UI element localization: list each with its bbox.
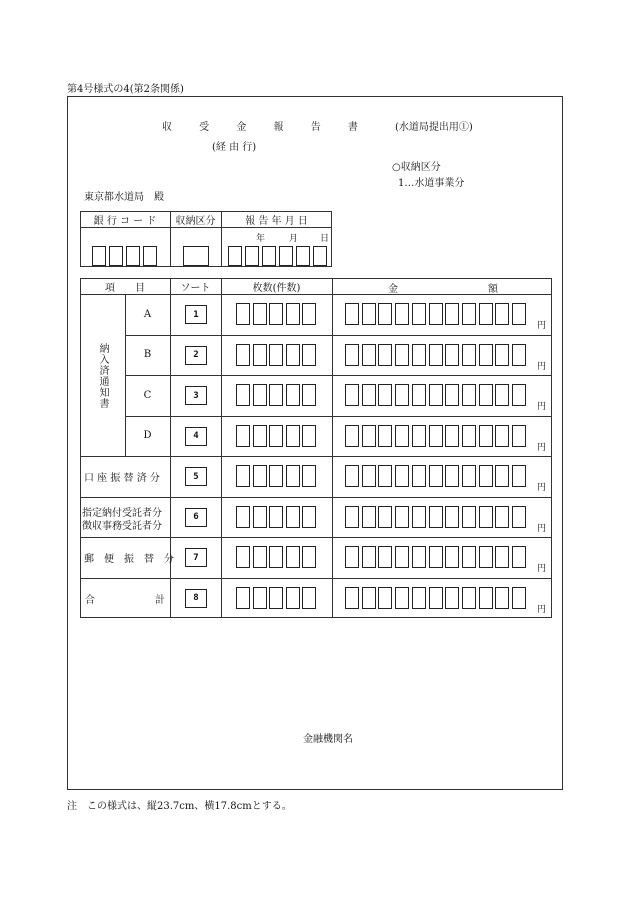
amount-digit-box[interactable] — [362, 303, 376, 325]
amount-digit-box[interactable] — [429, 303, 443, 325]
count-digit-box[interactable] — [236, 425, 250, 447]
bank-code-digit-box[interactable] — [143, 246, 157, 266]
amount-digit-box[interactable] — [395, 506, 409, 528]
amount-digit-box[interactable] — [429, 587, 443, 609]
amount-digit-box[interactable] — [362, 587, 376, 609]
count-digit-box[interactable] — [269, 425, 283, 447]
amount-digit-box[interactable] — [412, 344, 426, 366]
count-digit-box[interactable] — [236, 465, 250, 487]
count-digit-box[interactable] — [269, 465, 283, 487]
count-digit-box[interactable] — [253, 425, 267, 447]
amount-digit-box[interactable] — [479, 465, 493, 487]
count-digit-box[interactable] — [236, 303, 250, 325]
count-digit-box[interactable] — [236, 546, 250, 568]
category-value: 1…水道事業分 — [398, 178, 465, 189]
amount-digit-box[interactable] — [412, 384, 426, 406]
count-digit-box[interactable] — [302, 546, 316, 568]
amount-digit-box[interactable] — [378, 546, 392, 568]
yen-unit: 円 — [537, 321, 547, 331]
amount-digit-box[interactable] — [429, 384, 443, 406]
report-date-digit-box[interactable] — [228, 246, 242, 266]
amount-digit-box[interactable] — [445, 506, 459, 528]
count-digit-box[interactable] — [253, 506, 267, 528]
amount-digit-box[interactable] — [395, 344, 409, 366]
sort-box: 6 — [185, 508, 207, 527]
bank-code-header: 銀 行 コ ー ド — [93, 215, 157, 227]
sort-box: 7 — [185, 548, 207, 567]
form-subtitle: (経 由 行) — [212, 142, 257, 153]
amount-digit-box[interactable] — [378, 344, 392, 366]
report-date-digit-box[interactable] — [279, 246, 293, 266]
report-date-digit-box[interactable] — [262, 246, 276, 266]
category-digit-box[interactable] — [183, 246, 209, 266]
amount-digit-box[interactable] — [412, 546, 426, 568]
row-label: 指定納付受託者分 — [82, 507, 162, 519]
amount-digit-box[interactable] — [429, 506, 443, 528]
sort-box: 4 — [185, 427, 207, 446]
amount-digit-box[interactable] — [378, 587, 392, 609]
col-amount-header-2: 額 — [488, 284, 498, 295]
count-digit-box[interactable] — [253, 465, 267, 487]
amount-digit-box[interactable] — [462, 506, 476, 528]
count-digit-box[interactable] — [286, 506, 300, 528]
amount-digit-box[interactable] — [412, 506, 426, 528]
amount-digit-box[interactable] — [462, 425, 476, 447]
yen-unit: 円 — [537, 604, 547, 615]
count-digit-box[interactable] — [269, 546, 283, 568]
amount-digit-box[interactable] — [479, 384, 493, 406]
count-digit-box[interactable] — [253, 384, 267, 406]
amount-digit-box[interactable] — [412, 425, 426, 447]
amount-digit-box[interactable] — [512, 465, 526, 487]
copy-label: (水道局提出用①) — [395, 122, 473, 133]
count-digit-box[interactable] — [269, 506, 283, 528]
row-label: B — [143, 349, 152, 361]
amount-digit-box[interactable] — [495, 506, 509, 528]
count-digit-box[interactable] — [302, 303, 316, 325]
category-heading: ○収納区分 — [392, 162, 441, 173]
sort-box: 1 — [185, 305, 207, 324]
sort-box: 3 — [185, 386, 207, 405]
amount-digit-box[interactable] — [445, 546, 459, 568]
amount-digit-box[interactable] — [495, 587, 509, 609]
count-digit-box[interactable] — [302, 506, 316, 528]
amount-digit-box[interactable] — [362, 344, 376, 366]
footnote: 注 この様式は、縦23.7cm、横17.8cmとする。 — [67, 801, 292, 812]
institution-label: 金融機関名 — [303, 734, 353, 745]
amount-digit-box[interactable] — [512, 384, 526, 406]
category-header: 収納区分 — [175, 215, 216, 227]
count-digit-box[interactable] — [286, 303, 300, 325]
amount-digit-box[interactable] — [495, 303, 509, 325]
row-label: C — [143, 389, 152, 401]
yen-unit: 円 — [537, 402, 547, 412]
yen-unit: 円 — [537, 442, 547, 453]
group-label: 納入済通知書 — [97, 342, 108, 409]
sort-box: 2 — [185, 346, 207, 365]
amount-digit-box[interactable] — [429, 465, 443, 487]
row-label-right: 計 — [155, 594, 165, 606]
count-digit-box[interactable] — [286, 546, 300, 568]
report-date-digit-box[interactable] — [313, 246, 327, 266]
amount-digit-box[interactable] — [462, 546, 476, 568]
count-digit-box[interactable] — [236, 587, 250, 609]
count-digit-box[interactable] — [253, 303, 267, 325]
amount-digit-box[interactable] — [378, 506, 392, 528]
amount-digit-box[interactable] — [445, 344, 459, 366]
amount-digit-box[interactable] — [345, 425, 359, 447]
amount-digit-box[interactable] — [345, 384, 359, 406]
bank-code-digit-box[interactable] — [126, 246, 140, 266]
amount-digit-box[interactable] — [445, 303, 459, 325]
count-digit-box[interactable] — [302, 384, 316, 406]
count-digit-box[interactable] — [269, 587, 283, 609]
amount-digit-box[interactable] — [412, 465, 426, 487]
row-label: 口 座 振 替 済 分 — [84, 473, 160, 484]
bank-code-digit-box[interactable] — [92, 246, 106, 266]
form-title: 収 受 金 報 告 書 — [162, 122, 370, 133]
amount-digit-box[interactable] — [429, 344, 443, 366]
count-digit-box[interactable] — [253, 546, 267, 568]
amount-digit-box[interactable] — [362, 506, 376, 528]
amount-digit-box[interactable] — [495, 465, 509, 487]
amount-digit-box[interactable] — [495, 425, 509, 447]
count-digit-box[interactable] — [302, 344, 316, 366]
amount-digit-box[interactable] — [512, 344, 526, 366]
row-label: A — [143, 308, 152, 320]
amount-digit-box[interactable] — [378, 303, 392, 325]
report-date-digit-box[interactable] — [245, 246, 259, 266]
row-label: 郵 便 振 替 分 — [84, 554, 174, 565]
amount-digit-box[interactable] — [345, 587, 359, 609]
amount-digit-box[interactable] — [479, 587, 493, 609]
yen-unit: 円 — [537, 483, 547, 493]
addressee: 東京都水道局 殿 — [84, 192, 164, 203]
row-label-left: 合 — [85, 594, 95, 606]
count-digit-box[interactable] — [269, 303, 283, 325]
amount-digit-box[interactable] — [395, 465, 409, 487]
amount-digit-box[interactable] — [512, 587, 526, 609]
amount-digit-box[interactable] — [345, 546, 359, 568]
amount-digit-box[interactable] — [362, 546, 376, 568]
amount-digit-box[interactable] — [495, 344, 509, 366]
count-digit-box[interactable] — [253, 587, 267, 609]
row-label: D — [143, 430, 152, 442]
amount-digit-box[interactable] — [378, 425, 392, 447]
amount-digit-box[interactable] — [495, 546, 509, 568]
yen-unit: 円 — [537, 523, 547, 534]
amount-digit-box[interactable] — [512, 546, 526, 568]
yen-unit: 円 — [537, 564, 547, 574]
count-digit-box[interactable] — [286, 425, 300, 447]
amount-digit-box[interactable] — [378, 465, 392, 487]
row-label-2: 徴収事務受託者分 — [82, 520, 162, 532]
count-digit-box[interactable] — [286, 384, 300, 406]
report-date-digit-box[interactable] — [296, 246, 310, 266]
count-digit-box[interactable] — [286, 465, 300, 487]
amount-digit-box[interactable] — [395, 303, 409, 325]
amount-digit-box[interactable] — [479, 506, 493, 528]
amount-digit-box[interactable] — [512, 506, 526, 528]
count-digit-box[interactable] — [302, 587, 316, 609]
day-label: 日 — [320, 234, 330, 244]
sort-box: 5 — [185, 467, 207, 486]
amount-digit-box[interactable] — [345, 344, 359, 366]
col-count-header: 枚数(件数) — [252, 282, 301, 294]
amount-digit-box[interactable] — [445, 384, 459, 406]
amount-digit-box[interactable] — [345, 506, 359, 528]
amount-digit-box[interactable] — [479, 344, 493, 366]
amount-digit-box[interactable] — [378, 384, 392, 406]
bank-code-digit-box[interactable] — [109, 246, 123, 266]
count-digit-box[interactable] — [269, 384, 283, 406]
amount-digit-box[interactable] — [395, 587, 409, 609]
amount-digit-box[interactable] — [462, 303, 476, 325]
year-label: 年 — [256, 234, 266, 244]
amount-digit-box[interactable] — [462, 587, 476, 609]
amount-digit-box[interactable] — [429, 425, 443, 447]
count-digit-box[interactable] — [269, 344, 283, 366]
count-digit-box[interactable] — [236, 384, 250, 406]
amount-digit-box[interactable] — [362, 465, 376, 487]
count-digit-box[interactable] — [253, 344, 267, 366]
amount-digit-box[interactable] — [479, 303, 493, 325]
amount-digit-box[interactable] — [462, 465, 476, 487]
amount-digit-box[interactable] — [445, 465, 459, 487]
amount-digit-box[interactable] — [412, 587, 426, 609]
amount-digit-box[interactable] — [395, 425, 409, 447]
form-id: 第4号様式の4(第2条関係) — [67, 84, 184, 95]
col-sort-header: ソート — [180, 282, 211, 294]
amount-digit-box[interactable] — [479, 546, 493, 568]
amount-digit-box[interactable] — [479, 425, 493, 447]
month-label: 月 — [289, 234, 299, 244]
amount-digit-box[interactable] — [429, 546, 443, 568]
amount-digit-box[interactable] — [445, 587, 459, 609]
amount-digit-box[interactable] — [345, 303, 359, 325]
amount-digit-box[interactable] — [462, 384, 476, 406]
amount-digit-box[interactable] — [512, 425, 526, 447]
amount-digit-box[interactable] — [462, 344, 476, 366]
amount-digit-box[interactable] — [345, 465, 359, 487]
amount-digit-box[interactable] — [362, 384, 376, 406]
sort-box: 8 — [185, 589, 207, 608]
amount-digit-box[interactable] — [495, 384, 509, 406]
amount-digit-box[interactable] — [395, 384, 409, 406]
count-digit-box[interactable] — [286, 344, 300, 366]
amount-digit-box[interactable] — [445, 425, 459, 447]
count-digit-box[interactable] — [236, 344, 250, 366]
amount-digit-box[interactable] — [362, 425, 376, 447]
amount-digit-box[interactable] — [412, 303, 426, 325]
count-digit-box[interactable] — [302, 425, 316, 447]
col-item-header: 項 目 — [105, 282, 145, 294]
report-date-header: 報 告 年 月 日 — [245, 215, 308, 227]
amount-digit-box[interactable] — [512, 303, 526, 325]
count-digit-box[interactable] — [286, 587, 300, 609]
count-digit-box[interactable] — [302, 465, 316, 487]
count-digit-box[interactable] — [236, 506, 250, 528]
col-amount-header-1: 金 — [388, 284, 398, 295]
amount-digit-box[interactable] — [395, 546, 409, 568]
yen-unit: 円 — [537, 361, 547, 372]
